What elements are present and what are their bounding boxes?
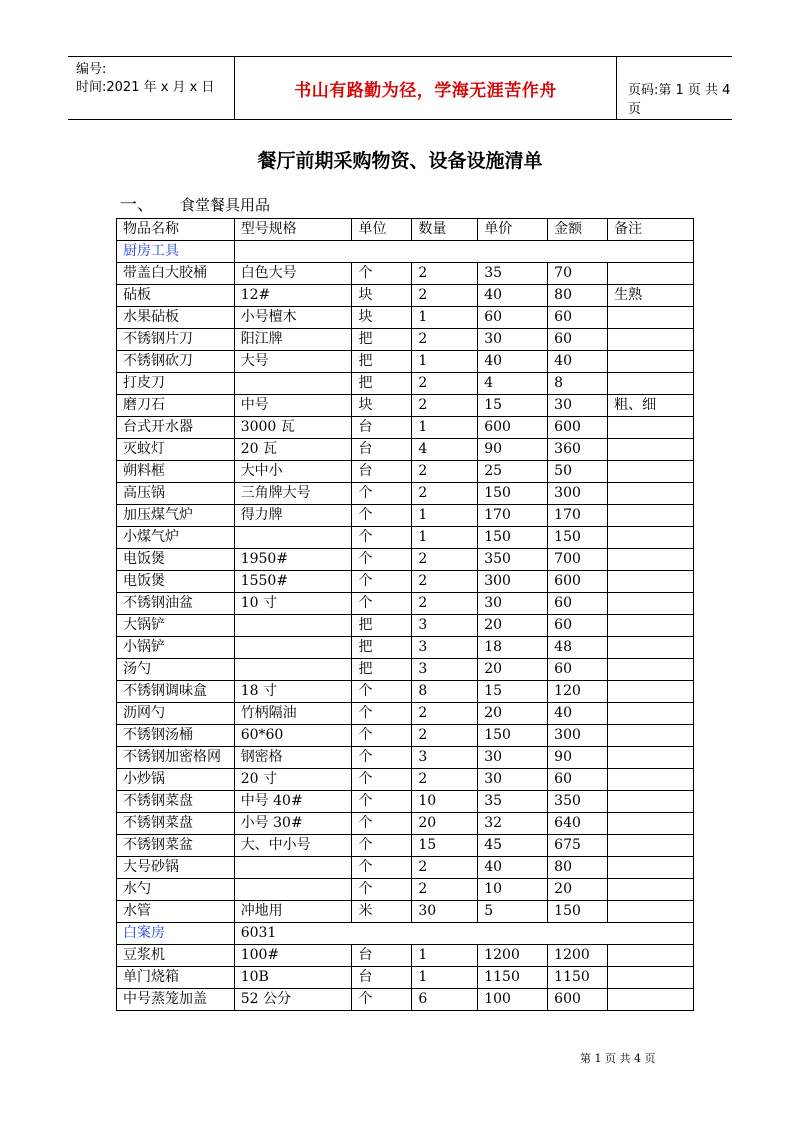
table-cell: 360 [548, 439, 608, 461]
table-cell: 把 [352, 615, 412, 637]
header-cell: 物品名称 [117, 219, 235, 241]
table-cell: 粗、细 [608, 395, 694, 417]
table-cell: 砧板 [117, 285, 235, 307]
table-cell: 不锈钢油盆 [117, 593, 235, 615]
table-cell: 300 [548, 483, 608, 505]
table-cell: 3 [412, 747, 478, 769]
table-cell: 2 [412, 395, 478, 417]
table-cell: 8 [548, 373, 608, 395]
table-cell: 170 [548, 505, 608, 527]
table-cell: 80 [548, 857, 608, 879]
table-cell: 大、中小号 [234, 835, 352, 857]
table-cell: 15 [478, 395, 548, 417]
table-cell: 灭蚊灯 [117, 439, 235, 461]
time-label: 时间:2021 年 x 月 x 日 [76, 80, 215, 95]
table-cell: 52 公分 [234, 989, 352, 1011]
table-cell: 个 [352, 989, 412, 1011]
table-cell: 30 [478, 769, 548, 791]
table-cell [608, 615, 694, 637]
table-cell [234, 615, 352, 637]
table-cell: 1200 [478, 945, 548, 967]
table-cell: 150 [478, 527, 548, 549]
table-cell: 大中小 [234, 461, 352, 483]
table-cell: 20 [478, 615, 548, 637]
table-cell: 2 [412, 461, 478, 483]
table-cell: 1 [412, 505, 478, 527]
category-row [117, 241, 694, 263]
table-cell: 个 [352, 857, 412, 879]
table-cell: 个 [352, 505, 412, 527]
table-cell: 电饭煲 [117, 549, 235, 571]
table-cell [608, 373, 694, 395]
table-cell: 不锈钢调味盒 [117, 681, 235, 703]
header-cell: 单价 [478, 219, 548, 241]
table-header-row [117, 219, 694, 241]
table-cell [608, 769, 694, 791]
table-cell: 3 [412, 615, 478, 637]
table-row [117, 263, 694, 285]
table-cell: 水管 [117, 901, 235, 923]
table-cell: 80 [548, 285, 608, 307]
table-cell: 不锈钢菜盆 [117, 835, 235, 857]
table-row [117, 615, 694, 637]
table-cell: 1 [412, 527, 478, 549]
table-cell: 小锅铲 [117, 637, 235, 659]
table-cell: 35 [478, 263, 548, 285]
document-title: 餐厅前期采购物资、设备设施清单 [257, 150, 543, 172]
table-cell [234, 659, 352, 681]
table-row [117, 395, 694, 417]
table-cell: 60*60 [234, 725, 352, 747]
table-cell: 台 [352, 417, 412, 439]
table-cell: 60 [548, 769, 608, 791]
table-cell: 块 [352, 395, 412, 417]
table-cell: 大号 [234, 351, 352, 373]
table-cell: 1150 [478, 967, 548, 989]
table-cell: 40 [478, 857, 548, 879]
table-cell: 高压锅 [117, 483, 235, 505]
table-cell: 不锈钢砍刀 [117, 351, 235, 373]
table-cell: 水勺 [117, 879, 235, 901]
table-row [117, 967, 694, 989]
category-row [117, 923, 694, 945]
table-cell: 米 [352, 901, 412, 923]
table-cell: 个 [352, 703, 412, 725]
header-cell: 型号规格 [234, 219, 352, 241]
category-extra: 6031 [234, 923, 693, 945]
table-cell: 60 [478, 307, 548, 329]
table-cell [608, 747, 694, 769]
table-cell: 300 [478, 571, 548, 593]
table-cell: 35 [478, 791, 548, 813]
table-cell: 1550# [234, 571, 352, 593]
table-cell: 1 [412, 351, 478, 373]
table-cell: 2 [412, 549, 478, 571]
table-row [117, 417, 694, 439]
table-cell: 2 [412, 329, 478, 351]
table-cell: 2 [412, 857, 478, 879]
table-row [117, 439, 694, 461]
table-cell: 大锅铲 [117, 615, 235, 637]
table-cell: 2 [412, 879, 478, 901]
table-cell [234, 373, 352, 395]
table-cell [608, 901, 694, 923]
table-cell: 豆浆机 [117, 945, 235, 967]
motto: 书山有路勤为径，学海无涯苦作舟 [234, 57, 617, 119]
table-cell: 中号 40# [234, 791, 352, 813]
table-cell: 2 [412, 703, 478, 725]
table-cell [608, 857, 694, 879]
table-cell: 小号檀木 [234, 307, 352, 329]
table-row [117, 945, 694, 967]
table-cell: 得力牌 [234, 505, 352, 527]
table-cell: 12# [234, 285, 352, 307]
table-cell: 40 [478, 285, 548, 307]
table-cell: 10 [478, 879, 548, 901]
table-cell: 1200 [548, 945, 608, 967]
table-cell: 个 [352, 263, 412, 285]
table-cell: 8 [412, 681, 478, 703]
category-extra [234, 241, 693, 263]
table-row [117, 857, 694, 879]
table-cell: 20 [412, 813, 478, 835]
table-cell: 1 [412, 307, 478, 329]
table-cell: 个 [352, 527, 412, 549]
table-row [117, 351, 694, 373]
table-cell: 三角牌大号 [234, 483, 352, 505]
table-row [117, 659, 694, 681]
table-cell: 60 [548, 615, 608, 637]
table-cell: 个 [352, 549, 412, 571]
table-cell: 个 [352, 747, 412, 769]
purchase-table [116, 218, 694, 1011]
table-cell: 打皮刀 [117, 373, 235, 395]
table-cell: 70 [548, 263, 608, 285]
table-cell: 40 [548, 703, 608, 725]
table-row [117, 549, 694, 571]
table-cell: 6 [412, 989, 478, 1011]
table-cell: 个 [352, 571, 412, 593]
table-cell: 单门烧箱 [117, 967, 235, 989]
section-heading [120, 190, 270, 215]
header-cell: 备注 [608, 219, 694, 241]
table-cell: 3 [412, 659, 478, 681]
table-cell: 不锈钢加密格网 [117, 747, 235, 769]
table-cell [608, 307, 694, 329]
table-cell: 30 [478, 593, 548, 615]
table-row [117, 835, 694, 857]
table-cell: 把 [352, 637, 412, 659]
table-cell: 3000 瓦 [234, 417, 352, 439]
table-cell [608, 263, 694, 285]
table-cell: 把 [352, 329, 412, 351]
table-cell: 朔料框 [117, 461, 235, 483]
table-cell: 台 [352, 461, 412, 483]
table-cell: 90 [548, 747, 608, 769]
table-cell: 20 寸 [234, 769, 352, 791]
table-cell: 60 [548, 329, 608, 351]
table-cell: 150 [548, 901, 608, 923]
table-cell: 个 [352, 593, 412, 615]
table-cell [608, 549, 694, 571]
table-cell [608, 351, 694, 373]
table-cell: 60 [548, 659, 608, 681]
category-label: 白案房 [117, 923, 235, 945]
table-cell [608, 483, 694, 505]
table-cell: 1 [412, 967, 478, 989]
table-cell: 60 [548, 307, 608, 329]
table-cell: 48 [548, 637, 608, 659]
table-cell: 把 [352, 373, 412, 395]
table-cell: 大号砂锅 [117, 857, 235, 879]
table-cell [608, 527, 694, 549]
table-cell: 个 [352, 769, 412, 791]
section-label: 食堂餐具用品 [180, 196, 271, 214]
table-cell: 个 [352, 681, 412, 703]
table-cell: 100 [478, 989, 548, 1011]
table-cell: 45 [478, 835, 548, 857]
table-cell: 18 [478, 637, 548, 659]
table-cell: 2 [412, 263, 478, 285]
table-row [117, 769, 694, 791]
table-cell: 生熟 [608, 285, 694, 307]
table-cell: 个 [352, 835, 412, 857]
table-cell: 1950# [234, 549, 352, 571]
table-cell: 600 [548, 989, 608, 1011]
table-cell: 沥网勺 [117, 703, 235, 725]
table-cell: 把 [352, 351, 412, 373]
table-cell: 15 [412, 835, 478, 857]
table-cell: 中号蒸笼加盖 [117, 989, 235, 1011]
table-cell: 10B [234, 967, 352, 989]
table-cell: 台 [352, 967, 412, 989]
table-cell: 120 [548, 681, 608, 703]
table-cell: 20 [548, 879, 608, 901]
table-cell: 2 [412, 593, 478, 615]
table-cell: 小煤气炉 [117, 527, 235, 549]
table-cell [234, 527, 352, 549]
table-row [117, 901, 694, 923]
table-cell: 5 [478, 901, 548, 923]
table-cell: 150 [478, 725, 548, 747]
table-cell: 150 [548, 527, 608, 549]
table-cell: 20 瓦 [234, 439, 352, 461]
table-row [117, 527, 694, 549]
table-cell: 100# [234, 945, 352, 967]
id-label: 编号: [76, 62, 107, 77]
table-cell: 10 寸 [234, 593, 352, 615]
table-cell: 不锈钢片刀 [117, 329, 235, 351]
table-cell: 小炒锅 [117, 769, 235, 791]
table-cell [608, 835, 694, 857]
header-cell: 单位 [352, 219, 412, 241]
table-cell: 不锈钢汤桶 [117, 725, 235, 747]
table-row [117, 637, 694, 659]
table-row [117, 461, 694, 483]
table-cell: 300 [548, 725, 608, 747]
table-cell: 白色大号 [234, 263, 352, 285]
table-cell [608, 329, 694, 351]
table-cell: 汤勺 [117, 659, 235, 681]
table-cell: 1150 [548, 967, 608, 989]
page-header [68, 56, 732, 120]
table-cell: 块 [352, 307, 412, 329]
table-cell [608, 417, 694, 439]
table-row [117, 879, 694, 901]
table-cell: 150 [478, 483, 548, 505]
table-cell: 台 [352, 945, 412, 967]
table-cell: 20 [478, 703, 548, 725]
table-cell [234, 637, 352, 659]
table-cell [608, 989, 694, 1011]
table-cell: 1 [412, 417, 478, 439]
table-cell: 40 [478, 351, 548, 373]
table-cell: 30 [548, 395, 608, 417]
table-row [117, 329, 694, 351]
table-cell: 个 [352, 813, 412, 835]
table-row [117, 593, 694, 615]
table-cell: 2 [412, 769, 478, 791]
table-cell: 块 [352, 285, 412, 307]
table-cell: 4 [478, 373, 548, 395]
table-cell [608, 725, 694, 747]
table-cell: 2 [412, 373, 478, 395]
table-cell: 不锈钢菜盘 [117, 813, 235, 835]
table-cell: 30 [412, 901, 478, 923]
table-cell: 水果砧板 [117, 307, 235, 329]
table-cell: 2 [412, 725, 478, 747]
table-cell: 冲地用 [234, 901, 352, 923]
table-row [117, 703, 694, 725]
table-cell: 15 [478, 681, 548, 703]
table-cell: 90 [478, 439, 548, 461]
table-cell: 32 [478, 813, 548, 835]
table-cell: 2 [412, 285, 478, 307]
table-cell: 中号 [234, 395, 352, 417]
table-cell [608, 637, 694, 659]
table-cell: 2 [412, 571, 478, 593]
table-cell [608, 439, 694, 461]
table-row [117, 747, 694, 769]
table-cell: 1 [412, 945, 478, 967]
table-cell: 3 [412, 637, 478, 659]
page-label: 页码:第 1 页 共 4 页 [628, 83, 731, 117]
table-cell: 2 [412, 483, 478, 505]
table-cell [608, 571, 694, 593]
table-cell: 个 [352, 879, 412, 901]
table-cell: 700 [548, 549, 608, 571]
table-cell [234, 879, 352, 901]
table-row [117, 483, 694, 505]
header-meta [76, 61, 215, 97]
table-cell: 4 [412, 439, 478, 461]
table-cell: 40 [548, 351, 608, 373]
table-cell: 50 [548, 461, 608, 483]
table-cell: 个 [352, 725, 412, 747]
table-cell: 600 [548, 571, 608, 593]
table-row [117, 813, 694, 835]
table-row [117, 307, 694, 329]
table-cell: 小号 30# [234, 813, 352, 835]
table-cell: 640 [548, 813, 608, 835]
table-cell [608, 593, 694, 615]
table-cell [608, 945, 694, 967]
table-cell: 20 [478, 659, 548, 681]
table-cell: 台式开水器 [117, 417, 235, 439]
table-cell: 不锈钢菜盘 [117, 791, 235, 813]
table-cell: 10 [412, 791, 478, 813]
header-cell: 数量 [412, 219, 478, 241]
table-cell [608, 461, 694, 483]
header-cell: 金额 [548, 219, 608, 241]
table-cell [234, 857, 352, 879]
table-cell [608, 505, 694, 527]
table-row [117, 725, 694, 747]
table-cell: 阳江牌 [234, 329, 352, 351]
table-row [117, 989, 694, 1011]
table-cell: 竹柄隔油 [234, 703, 352, 725]
table-cell [608, 659, 694, 681]
table-cell: 25 [478, 461, 548, 483]
table-cell: 把 [352, 659, 412, 681]
table-cell [608, 703, 694, 725]
table-row [117, 373, 694, 395]
table-row [117, 571, 694, 593]
table-row [117, 791, 694, 813]
table-cell: 磨刀石 [117, 395, 235, 417]
table-cell: 电饭煲 [117, 571, 235, 593]
table-cell: 个 [352, 791, 412, 813]
table-cell: 170 [478, 505, 548, 527]
table-cell: 600 [478, 417, 548, 439]
table-row [117, 285, 694, 307]
table-cell: 30 [478, 329, 548, 351]
table-cell: 钢密格 [234, 747, 352, 769]
table-row [117, 505, 694, 527]
table-cell [608, 681, 694, 703]
table-cell: 675 [548, 835, 608, 857]
table-cell: 600 [548, 417, 608, 439]
section-number: 一、 [120, 195, 154, 215]
table-row [117, 681, 694, 703]
table-cell: 台 [352, 439, 412, 461]
table-cell: 60 [548, 593, 608, 615]
table-cell [608, 813, 694, 835]
table-cell: 18 寸 [234, 681, 352, 703]
table-cell [608, 791, 694, 813]
table-cell: 350 [548, 791, 608, 813]
table-cell: 带盖白大胶桶 [117, 263, 235, 285]
table-cell [608, 879, 694, 901]
table-cell [608, 967, 694, 989]
table-cell: 350 [478, 549, 548, 571]
table-cell: 个 [352, 483, 412, 505]
table-cell: 加压煤气炉 [117, 505, 235, 527]
category-label: 厨房工具 [117, 241, 235, 263]
page-footer: 第 1 页 共 4 页 [580, 1052, 656, 1065]
table-cell: 30 [478, 747, 548, 769]
